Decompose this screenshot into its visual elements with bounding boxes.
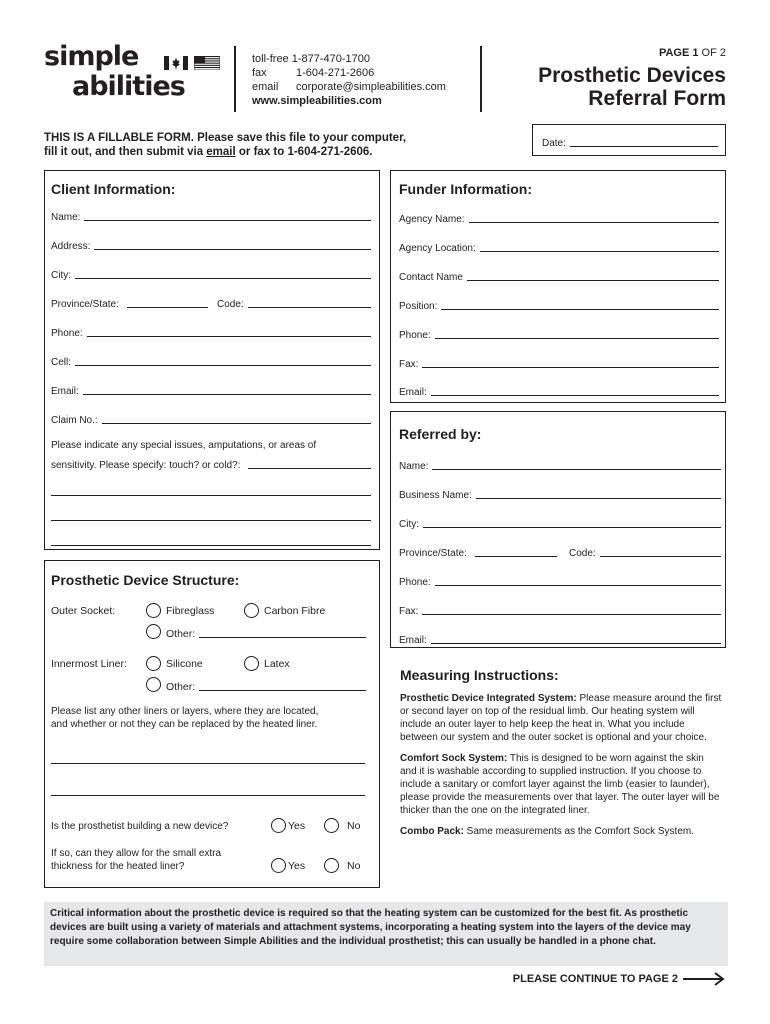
- list-liners-line2: and whether or not they can be replaced by the heated liner.: [51, 719, 318, 730]
- client-province-label: Province/State:: [51, 299, 119, 310]
- measuring-title: Measuring Instructions:: [400, 667, 559, 683]
- client-issues-line3[interactable]: [51, 520, 371, 521]
- fibreglass-radio[interactable]: [146, 603, 161, 618]
- client-claim-line: [102, 423, 371, 424]
- referred-province-label: Province/State:: [399, 548, 467, 559]
- client-code-label: Code:: [217, 299, 244, 310]
- inner-other-radio[interactable]: [146, 677, 161, 692]
- new-device-yes-label: Yes: [288, 820, 306, 832]
- header-divider-left: [234, 46, 236, 112]
- latex-label: Latex: [264, 658, 290, 670]
- funder-position-field[interactable]: [399, 298, 719, 312]
- extra-thickness-no-radio[interactable]: [324, 858, 339, 873]
- extra-thickness-line1: If so, can they allow for the small extra: [51, 848, 222, 859]
- list-liners-line1: Please list any other liners or layers, where they are located,: [51, 706, 319, 717]
- arrow-right-icon: [682, 972, 726, 986]
- client-email-line: [83, 394, 371, 395]
- new-device-no-radio[interactable]: [324, 818, 339, 833]
- referred-business-field[interactable]: [399, 487, 721, 501]
- measuring-combo-body: Same measurements as the Comfort Sock System.: [463, 826, 694, 837]
- carbon-fibre-label: Carbon Fibre: [264, 605, 326, 617]
- funder-position-label: Position:: [399, 301, 438, 312]
- page-current: 1: [692, 47, 699, 59]
- extra-thickness-line2: thickness for the heated liner?: [51, 861, 185, 872]
- intro-part4: or fax to 1-604-271-2606.: [235, 146, 373, 158]
- innermost-liner-label: Innermost Liner:: [51, 658, 127, 670]
- client-email-field[interactable]: [51, 383, 371, 397]
- referred-code-field[interactable]: [569, 545, 721, 559]
- measuring-comfort-title: Comfort Sock System:: [400, 753, 508, 764]
- measuring-integrated: [400, 692, 722, 744]
- client-province-field[interactable]: [51, 296, 208, 310]
- funder-fax-line: [422, 367, 719, 368]
- client-address-line: [94, 249, 371, 250]
- usa-flag-icon: [194, 56, 220, 70]
- referred-business-line: [476, 498, 721, 499]
- client-issues-label: sensitivity. Please specify: touch? or cold?:: [51, 460, 241, 471]
- referred-province-field[interactable]: [399, 545, 557, 559]
- email-key: email: [252, 81, 279, 93]
- referred-fax-field[interactable]: [399, 603, 721, 617]
- funder-agency-name-line: [469, 222, 719, 223]
- client-cell-line: [75, 365, 371, 366]
- device-structure-title: Prosthetic Device Structure:: [51, 572, 240, 588]
- measuring-combo-title: Combo Pack:: [400, 826, 464, 837]
- continue-notice: [513, 972, 726, 986]
- funder-agency-location-field[interactable]: [399, 240, 719, 254]
- outer-other-field[interactable]: [166, 626, 366, 640]
- client-claim-label: Claim No.:: [51, 415, 98, 426]
- inner-other-field[interactable]: [166, 679, 366, 693]
- client-email-label: Email:: [51, 386, 79, 397]
- carbon-fibre-radio[interactable]: [244, 603, 259, 618]
- device-structure-box: [44, 560, 380, 888]
- client-name-field[interactable]: [51, 209, 371, 223]
- intro-text: [44, 131, 484, 159]
- referred-phone-label: Phone:: [399, 577, 431, 588]
- canada-flag-icon: [164, 56, 188, 70]
- silicone-radio[interactable]: [146, 656, 161, 671]
- measuring-integrated-body: Please measure around the first or second layer on top of the residual limb. Our heating system will include an outer layer to help keep the heat in. What you include between our system and the outer socket is optional and your choice.: [400, 693, 722, 743]
- funder-email-label: Email:: [399, 387, 427, 398]
- client-name-line: [84, 220, 371, 221]
- continue-text: PLEASE CONTINUE TO PAGE 2: [512, 973, 678, 985]
- funder-fax-label: Fax:: [399, 359, 419, 370]
- extra-thickness-yes-label: Yes: [288, 860, 306, 872]
- referred-phone-line: [435, 585, 721, 586]
- referred-email-label: Email:: [399, 635, 427, 646]
- email-link[interactable]: email: [206, 146, 236, 158]
- referred-by-title: Referred by:: [399, 426, 482, 442]
- client-address-field[interactable]: [51, 238, 371, 252]
- funder-info-box: [390, 170, 726, 403]
- measuring-combo: [400, 825, 722, 838]
- client-cell-field[interactable]: [51, 354, 371, 368]
- client-claim-field[interactable]: [51, 412, 371, 426]
- referred-name-field[interactable]: [399, 458, 721, 472]
- logo-line2: abilities: [72, 71, 185, 102]
- logo: [44, 42, 224, 106]
- funder-phone-line: [435, 338, 719, 339]
- logo-line1: simple: [44, 41, 139, 72]
- fibreglass-label: Fibreglass: [166, 605, 215, 617]
- page-total: OF 2: [701, 47, 726, 59]
- measuring-comfort-body: This is designed to be worn against the skin and it is washable according to supplied instruction. If you choose to include a sanitary or comfort layer against the limb (easier to launder), please provide the measurements over that layer. The outer layer will be thicker than the one on the integrated liner.: [400, 753, 720, 816]
- intro-part1: THIS IS A FILLABLE FORM.: [44, 132, 194, 144]
- date-line: [570, 146, 718, 147]
- client-issues-line4[interactable]: [51, 545, 371, 546]
- client-city-label: City:: [51, 270, 71, 281]
- client-city-field[interactable]: [51, 267, 371, 281]
- funder-agency-name-field[interactable]: [399, 211, 719, 225]
- client-info-box: [44, 170, 380, 550]
- referred-email-line: [431, 643, 721, 644]
- client-phone-field[interactable]: [51, 325, 371, 339]
- page-indicator: [659, 47, 726, 59]
- new-device-no-label: No: [347, 820, 361, 832]
- funder-agency-name-label: Agency Name:: [399, 214, 465, 225]
- email-value[interactable]: corporate@simpleabilities.com: [296, 81, 446, 93]
- referred-email-field[interactable]: [399, 632, 721, 646]
- referred-name-line: [432, 469, 721, 470]
- list-liners-text: [51, 705, 377, 731]
- client-name-label: Name:: [51, 212, 81, 223]
- referred-code-label: Code:: [569, 548, 596, 559]
- silicone-label: Silicone: [166, 658, 203, 670]
- contact-block: [252, 52, 472, 108]
- funder-contact-name-label: Contact Name: [399, 272, 463, 283]
- intro-part3: fill it out, and then submit via: [44, 146, 207, 158]
- new-device-yes-radio[interactable]: [271, 818, 286, 833]
- funder-email-field[interactable]: [399, 384, 719, 398]
- funder-position-line: [441, 309, 719, 310]
- page-prefix: PAGE: [658, 47, 690, 59]
- tollfree-text: toll-free 1-877-470-1700: [252, 53, 371, 65]
- referred-city-field[interactable]: [399, 516, 721, 530]
- funder-fax-field[interactable]: [399, 356, 719, 370]
- referred-phone-field[interactable]: [399, 574, 721, 588]
- client-issues-line: [248, 468, 371, 469]
- intro-part2: Please save this file to your computer,: [193, 132, 407, 144]
- funder-contact-name-line: [467, 280, 719, 281]
- referred-city-label: City:: [399, 519, 419, 530]
- client-phone-line: [87, 336, 371, 337]
- funder-agency-location-line: [480, 251, 719, 252]
- outer-other-radio[interactable]: [146, 624, 161, 639]
- measuring-integrated-title: Prosthetic Device Integrated System:: [400, 693, 577, 704]
- client-phone-label: Phone:: [51, 328, 83, 339]
- funder-contact-name-field[interactable]: [399, 269, 719, 283]
- referred-code-line: [600, 556, 721, 557]
- date-box: [532, 124, 726, 156]
- funder-phone-field[interactable]: [399, 327, 719, 341]
- funder-info-title: Funder Information:: [399, 181, 532, 197]
- fax-value: 1-604-271-2606: [296, 67, 375, 79]
- referred-fax-line: [422, 614, 721, 615]
- fax-key: fax: [252, 67, 267, 79]
- client-cell-label: Cell:: [51, 357, 72, 368]
- client-issues-text: Please indicate any special issues, amputations, or areas of: [51, 440, 317, 451]
- funder-email-line: [431, 395, 719, 396]
- critical-info-banner: Critical information about the prosthetic device is required so that the heating system can be customized for the best fit. As prosthetic devices are built using a variety of materials and attachment systems, incorporating a heating system into the layers of the device may require some collaboration between Simple Abilities and the individual prosthetist; this can usually be handled in a phone chat.: [44, 902, 728, 966]
- date-label: Date:: [542, 138, 566, 149]
- measuring-text: [400, 692, 722, 846]
- funder-phone-label: Phone:: [399, 330, 431, 341]
- client-city-line: [75, 278, 371, 279]
- client-province-line: [127, 307, 208, 308]
- website-link[interactable]: www.simpleabilities.com: [252, 95, 382, 107]
- client-address-label: Address:: [51, 241, 91, 252]
- title-line1: Prosthetic Devices: [538, 64, 726, 87]
- client-info-title: Client Information:: [51, 181, 176, 197]
- date-field[interactable]: [542, 135, 718, 149]
- client-issues-field[interactable]: [51, 457, 371, 471]
- client-issues-line2[interactable]: [51, 495, 371, 496]
- fax-row: [252, 66, 472, 80]
- funder-agency-location-label: Agency Location:: [399, 243, 476, 254]
- referred-by-box: [390, 411, 726, 648]
- outer-other-label: Other:: [166, 628, 196, 640]
- measuring-comfort: [400, 752, 722, 817]
- extra-thickness-yes-radio[interactable]: [271, 858, 286, 873]
- referred-name-label: Name:: [399, 461, 429, 472]
- extra-thickness-question: [51, 847, 221, 873]
- client-code-line: [248, 307, 371, 308]
- outer-other-line: [199, 637, 366, 638]
- form-title: [466, 64, 726, 110]
- inner-other-label: Other:: [166, 681, 196, 693]
- email-row: [252, 80, 472, 94]
- new-device-question: Is the prosthetist building a new device?: [51, 821, 229, 832]
- referred-fax-label: Fax:: [399, 606, 419, 617]
- list-liners-input-line1[interactable]: [51, 763, 365, 764]
- outer-socket-label: Outer Socket:: [51, 605, 116, 617]
- title-line2: Referral Form: [588, 87, 726, 110]
- referred-province-line: [475, 556, 557, 557]
- latex-radio[interactable]: [244, 656, 259, 671]
- referred-business-label: Business Name:: [399, 490, 472, 501]
- inner-other-line: [199, 690, 366, 691]
- client-code-field[interactable]: [217, 296, 371, 310]
- list-liners-input-line2[interactable]: [51, 795, 365, 796]
- extra-thickness-no-label: No: [347, 860, 361, 872]
- referred-city-line: [423, 527, 721, 528]
